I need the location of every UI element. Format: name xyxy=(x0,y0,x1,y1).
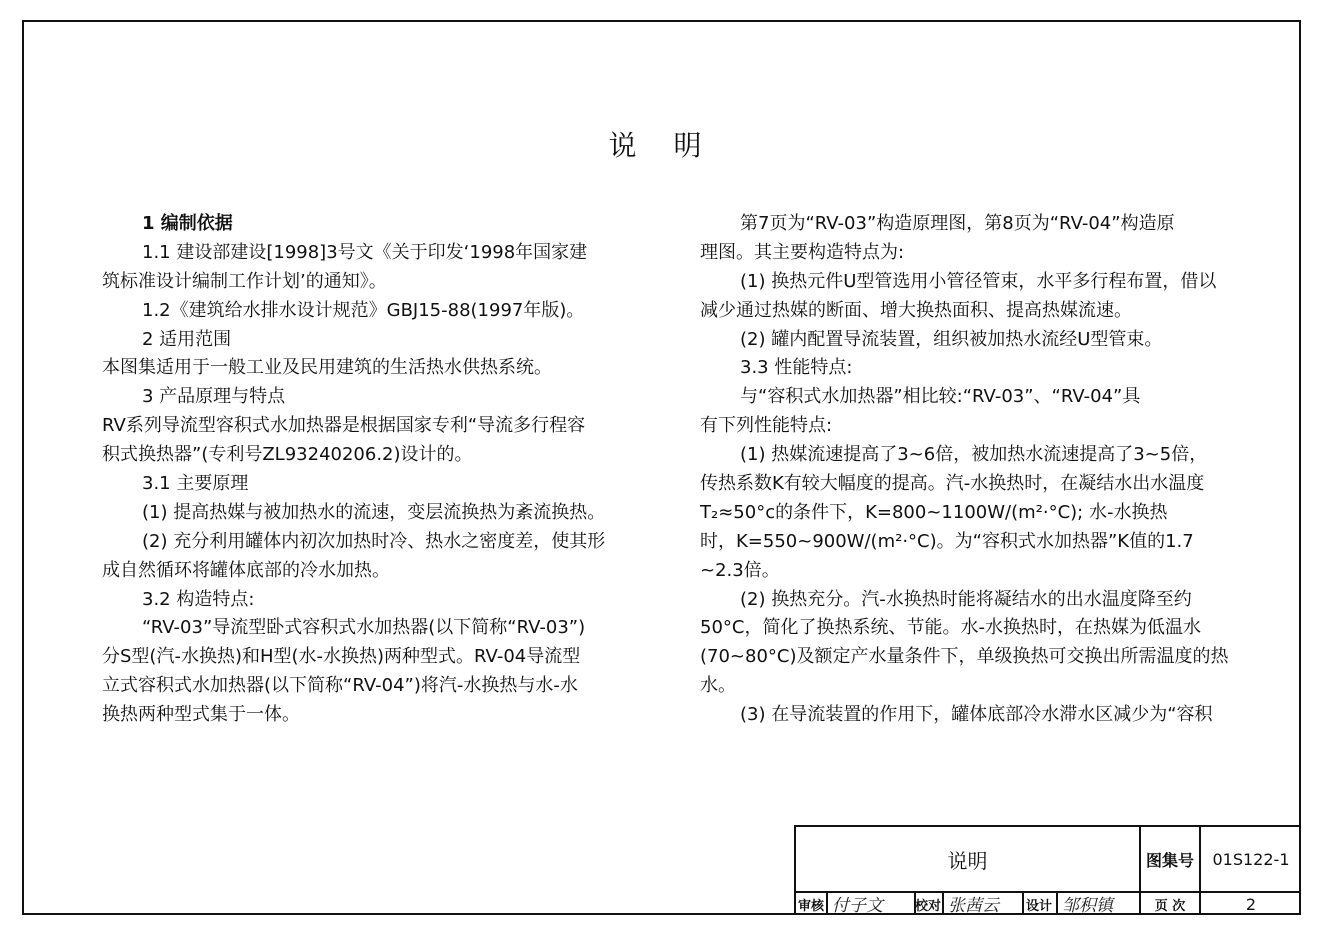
text-line: 本图集适用于一般工业及民用建筑的生活热水供热系统。 xyxy=(102,357,552,379)
text-line: 换热两种型式集于一体。 xyxy=(102,704,300,726)
page-label: 页 次 xyxy=(1154,898,1186,914)
text-line: ~2.3倍。 xyxy=(700,559,780,581)
page-number: 2 xyxy=(1245,894,1257,914)
text-line: (2) 充分利用罐体内初次加热时冷、热水之密度差，使其形 xyxy=(142,530,606,552)
page-title: 说 明 xyxy=(608,129,716,162)
text-line: 立式容积式水加热器(以下简称“RV-04”)将汽-水换热与水-水 xyxy=(102,675,578,697)
text-line: 3.1 主要原理 xyxy=(142,473,249,495)
text-line: 分S型(汽-水换热)和H型(水-水换热)两种型式。RV-04导流型 xyxy=(102,646,581,668)
text-line: 减少通过热媒的断面、增大换热面积、提高热媒流速。 xyxy=(700,299,1132,321)
text-line: 理图。其主要构造特点为: xyxy=(700,241,905,263)
text-line: (2) 换热充分。汽-水换热时能将凝结水的出水温度降至约 xyxy=(740,588,1192,610)
check-signature: 张茜云 xyxy=(948,896,999,916)
sheet-title: 说明 xyxy=(947,848,988,873)
design-label: 设计 xyxy=(1025,898,1052,914)
text-line: (3) 在导流装置的作用下，罐体底部冷水滞水区减少为“容积 xyxy=(740,704,1213,726)
text-line: T₂≈50°c的条件下，K=800~1100W/(m²·°C); 水-水换热 xyxy=(700,501,1168,523)
text-line: “RV-03”导流型卧式容积式水加热器(以下简称“RV-03”) xyxy=(142,617,586,639)
left-column xyxy=(102,210,622,730)
atlas-no-label: 图集号 xyxy=(1145,850,1194,870)
text-line: 水。 xyxy=(700,675,736,697)
text-line: 筑标准设计编制工作计划’的通知》。 xyxy=(102,270,387,292)
text-line: 3.3 性能特点: xyxy=(740,357,853,379)
text-line: 与“容积式水加热器”相比较:“RV-03”、“RV-04”具 xyxy=(740,386,1141,408)
review-signature: 付子文 xyxy=(832,896,883,916)
text-line: (70~80°C)及额定产水量条件下，单级换热可交换出所需温度的热 xyxy=(700,646,1229,668)
text-line: (1) 热媒流速提高了3~6倍，被加热水流速提高了3~5倍， xyxy=(740,444,1208,466)
text-line: RV系列导流型容积式水加热器是根据国家专利“导流多行程容 xyxy=(102,415,586,437)
text-line: 时，K=550~900W/(m²·°C)。为“容积式水加热器”K值的1.7 xyxy=(700,530,1194,552)
text-line: 1 编制依据 xyxy=(142,213,233,234)
text-line: 1.2《建筑给水排水设计规范》GBJ15-88(1997年版)。 xyxy=(142,299,585,321)
text-line: 有下列性能特点: xyxy=(700,415,833,437)
text-line: (1) 换热元件U型管选用小管径管束，水平多行程布置，借以 xyxy=(740,270,1217,292)
check-label: 校对 xyxy=(914,898,941,914)
text-line: 1.1 建设部建设[1998]3号文《关于印发‘1998年国家建 xyxy=(142,241,588,263)
text-line: 成自然循环将罐体底部的冷水加热。 xyxy=(102,559,390,581)
text-line: 3 产品原理与特点 xyxy=(142,386,286,408)
review-label: 审核 xyxy=(797,898,824,914)
atlas-no: 01S122-1 xyxy=(1212,849,1290,869)
text-line: (2) 罐内配置导流装置，组织被加热水流经U型管束。 xyxy=(740,328,1163,350)
text-line: (1) 提高热媒与被加热水的流速，变层流换热为紊流换热。 xyxy=(142,501,606,523)
text-line: 积式换热器”(专利号ZL93240206.2)设计的。 xyxy=(102,444,473,466)
text-line: 第7页为“RV-03”构造原理图，第8页为“RV-04”构造原 xyxy=(740,213,1175,234)
text-line: 2 适用范围 xyxy=(142,328,232,350)
right-column xyxy=(700,210,1228,730)
text-line: 3.2 构造特点: xyxy=(142,588,255,610)
title-block xyxy=(794,825,1301,915)
text-line: 传热系数K有较大幅度的提高。汽-水换热时，在凝结水出水温度 xyxy=(700,473,1205,495)
text-line: 50°C，简化了换热系统、节能。水-水换热时，在热媒为低温水 xyxy=(700,617,1201,639)
design-signature: 邹积镇 xyxy=(1062,896,1113,916)
